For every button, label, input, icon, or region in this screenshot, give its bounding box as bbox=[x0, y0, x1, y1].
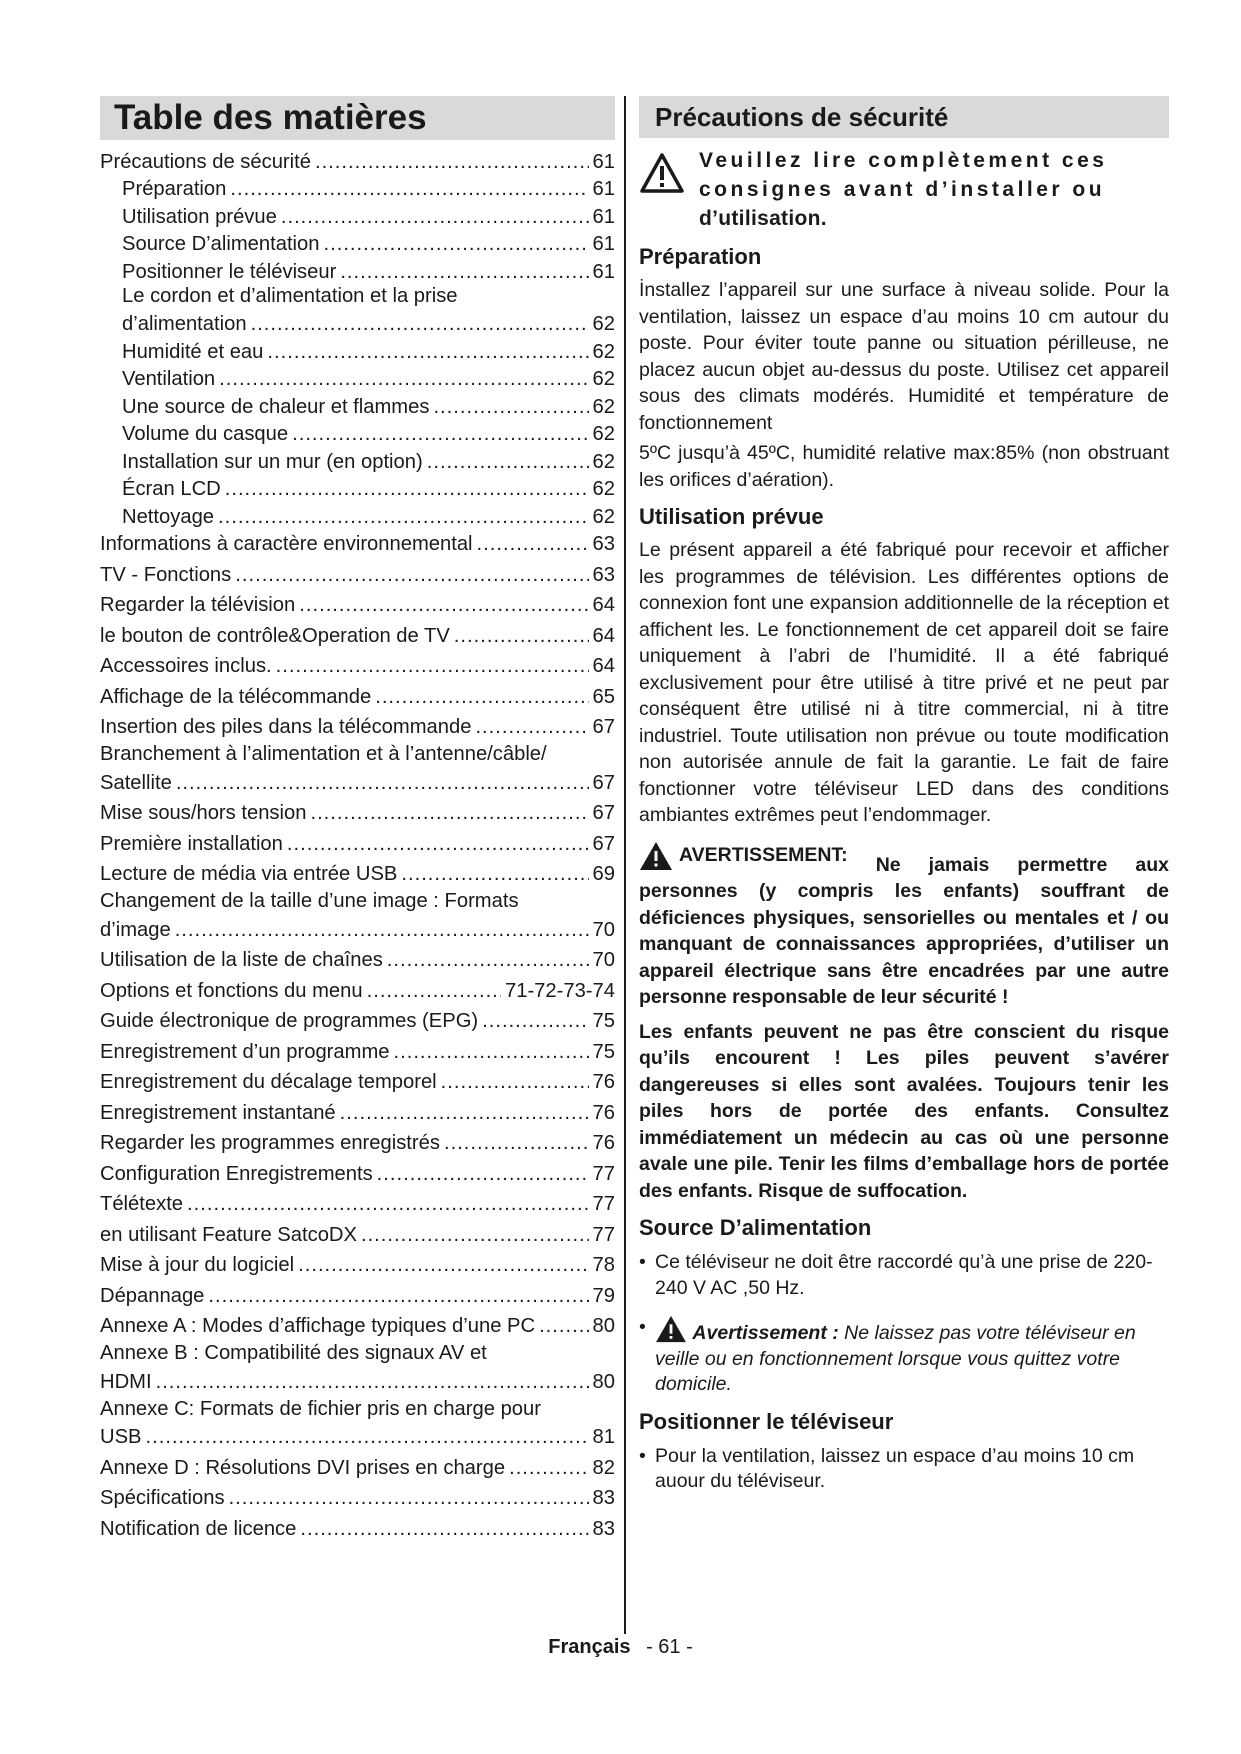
toc-leader-dots bbox=[454, 625, 589, 648]
toc-entry-label: Lecture de média via entrée USB bbox=[100, 863, 398, 885]
power-warning-bullet: • Avertissement : Ne laissez pas votre téléviseur en veille ou en fonctionnement lorsque vous quittez votre domicile. bbox=[639, 1316, 1136, 1395]
toc-entry-label: Accessoires inclus. bbox=[100, 655, 272, 677]
toc-entry bbox=[100, 501, 615, 529]
toc-entry-label: Précautions de sécurité bbox=[100, 150, 311, 173]
toc-leader-dots bbox=[281, 206, 589, 229]
toc-leader-dots bbox=[340, 1102, 589, 1125]
toc-entry-line: Annexe C: Formats de fichier pris en charge pour bbox=[100, 1397, 541, 1420]
power-warning-label: Avertissement : bbox=[692, 1322, 839, 1344]
toc-entry bbox=[100, 620, 615, 648]
toc-entry-line: Branchement à l’alimentation et à l’antenne/câble/ bbox=[100, 743, 547, 765]
toc-entry bbox=[100, 798, 615, 826]
toc-leader-dots bbox=[225, 478, 589, 501]
toc-entry-page: 79 bbox=[592, 1284, 615, 1307]
toc-entry-page: 76 bbox=[592, 1101, 615, 1124]
toc-entry-page: 61 bbox=[592, 260, 615, 283]
toc-leader-dots bbox=[218, 506, 589, 529]
toc-entry-page: 83 bbox=[592, 1517, 615, 1540]
safety-section bbox=[639, 96, 1169, 1495]
toc-entry-label: Guide électronique de programmes (EPG) bbox=[100, 1010, 479, 1032]
toc-title: Table des matières bbox=[100, 96, 615, 140]
toc-entry-page: 67 bbox=[592, 716, 615, 738]
toc-leader-dots bbox=[367, 980, 501, 1003]
toc-entry-label: Utilisation de la liste de chaînes bbox=[100, 949, 383, 971]
toc-entry-label: Utilisation prévue bbox=[122, 205, 277, 228]
toc-entry-page: 76 bbox=[592, 1071, 615, 1093]
toc-entry bbox=[100, 1128, 615, 1156]
toc-leader-dots bbox=[441, 1071, 589, 1094]
toc-entry-page: 71-72-73-74 bbox=[505, 979, 615, 1002]
toc-entry bbox=[100, 1067, 615, 1095]
column-divider bbox=[624, 96, 626, 1634]
toc-entry-line: Le cordon et d’alimentation et la prise bbox=[122, 284, 458, 307]
page-number: - 61 - bbox=[646, 1636, 693, 1658]
toc-entry-page: 75 bbox=[592, 1040, 615, 1063]
table-of-contents bbox=[100, 96, 615, 1541]
toc-entry-label: Préparation bbox=[122, 178, 227, 200]
warning-block bbox=[639, 841, 1169, 1011]
toc-leader-dots bbox=[377, 1163, 589, 1186]
toc-leader-dots bbox=[299, 594, 588, 617]
toc-entry-label: d’alimentation bbox=[122, 313, 247, 335]
toc-entry bbox=[100, 1189, 615, 1217]
toc-entry bbox=[100, 229, 615, 257]
toc-entry-page: 77 bbox=[592, 1162, 615, 1185]
toc-entry bbox=[100, 681, 615, 709]
toc-entry-label: Positionner le téléviseur bbox=[122, 260, 337, 283]
preparation-heading: Préparation bbox=[639, 244, 762, 269]
toc-entry-page: 62 bbox=[592, 368, 615, 390]
toc-entry-page: 76 bbox=[592, 1132, 615, 1154]
footer-language: Français bbox=[548, 1636, 631, 1658]
toc-leader-dots bbox=[287, 833, 589, 856]
toc-entry-label: Écran LCD bbox=[122, 478, 221, 500]
toc-entry bbox=[100, 1280, 615, 1308]
intro-line: consignes avant d’installer ou bbox=[699, 178, 1106, 201]
toc-entry-line: Annexe B : Compatibilité des signaux AV et bbox=[100, 1342, 487, 1364]
toc-leader-dots bbox=[375, 686, 588, 709]
toc-entry-label: le bouton de contrôle&Operation de TV bbox=[100, 624, 450, 647]
toc-leader-dots bbox=[427, 451, 589, 474]
toc-leader-dots bbox=[444, 1132, 589, 1155]
toc-entry-page: 63 bbox=[592, 563, 615, 586]
toc-entry-label: Annexe D : Résolutions DVI prises en charge bbox=[100, 1456, 506, 1479]
toc-leader-dots bbox=[475, 716, 588, 739]
toc-entry bbox=[100, 446, 615, 474]
toc-leader-dots bbox=[208, 1285, 588, 1308]
intro-line: d’utilisation. bbox=[699, 207, 827, 230]
toc-entry-page: 77 bbox=[592, 1223, 615, 1246]
toc-leader-dots bbox=[146, 1426, 589, 1449]
toc-entry-page: 64 bbox=[592, 624, 615, 647]
toc-leader-dots bbox=[315, 151, 589, 174]
toc-leader-dots bbox=[298, 1254, 588, 1277]
intro-line: Veuillez lire complètement ces bbox=[699, 149, 1108, 172]
toc-entry-page: 62 bbox=[592, 450, 615, 473]
toc-entry bbox=[100, 364, 615, 392]
toc-leader-dots bbox=[267, 341, 588, 364]
power-source-heading: Source D’alimentation bbox=[639, 1215, 872, 1240]
toc-entry bbox=[100, 336, 615, 364]
toc-entry-label: Dépannage bbox=[100, 1284, 205, 1307]
toc-leader-dots bbox=[230, 178, 588, 201]
toc-entry-label: Source D’alimentation bbox=[122, 233, 320, 255]
toc-entry-label: en utilisant Feature SatcoDX bbox=[100, 1223, 357, 1246]
intended-use-heading: Utilisation prévue bbox=[639, 504, 824, 529]
toc-entry bbox=[100, 391, 615, 419]
toc-leader-dots bbox=[509, 1457, 588, 1480]
toc-entry bbox=[100, 945, 615, 973]
toc-entry bbox=[100, 1097, 615, 1125]
toc-entry-label: Options et fonctions du menu bbox=[100, 979, 363, 1002]
toc-entry-label: d’image bbox=[100, 918, 171, 941]
power-warning-text: Ne laissez pas votre téléviseur en veille ou en fonctionnement lorsque vous quittez votre domicile. bbox=[655, 1322, 1136, 1395]
warning-text: Ne jamais permettre aux personnes (y compris les enfants) souffrant de déficiences physiques, sensorielles ou mentales et / ou manquant de connaissances appropriées, d’utiliser un appareil électrique sans être encadrées par une autre personne responsable de leur sécurité ! bbox=[639, 853, 1169, 1008]
toc-entry-label: Télétexte bbox=[100, 1193, 184, 1215]
toc-entry bbox=[100, 201, 615, 229]
toc-leader-dots bbox=[300, 1518, 588, 1541]
toc-entry-page: 69 bbox=[592, 863, 615, 885]
toc-leader-dots bbox=[292, 423, 588, 446]
toc-entry bbox=[100, 651, 615, 679]
toc-entry bbox=[100, 712, 615, 740]
toc-list bbox=[100, 146, 615, 1541]
toc-leader-dots bbox=[387, 949, 589, 972]
warning-triangle-icon bbox=[639, 841, 673, 871]
toc-entry-label: Mise sous/hors tension bbox=[100, 802, 307, 824]
caution-triangle-icon bbox=[639, 152, 685, 194]
toc-leader-dots bbox=[361, 1224, 589, 1247]
toc-entry-page: 67 bbox=[592, 802, 615, 824]
preparation-text: İnstallez l’appareil sur une surface à niveau solide. Pour la ventilation, laissez un espace d’au moins 10 cm autour du poste. Pour éviter toute panne ou situation périlleuse, ne placez aucun objet au-dessus du poste. Utilisez cet appareil sous des climats modérés. Humidité et température de fonctionnement bbox=[639, 279, 1169, 434]
toc-entry-page: 67 bbox=[592, 832, 615, 855]
toc-entry bbox=[100, 1452, 615, 1480]
toc-leader-dots bbox=[539, 1315, 588, 1338]
toc-entry-label: Volume du casque bbox=[122, 423, 289, 445]
warning-triangle-icon bbox=[655, 1315, 687, 1343]
warning-label: AVERTISSEMENT: bbox=[679, 844, 848, 867]
toc-entry bbox=[100, 1158, 615, 1186]
toc-entry-page: 62 bbox=[592, 423, 615, 445]
toc-entry bbox=[100, 1483, 615, 1511]
toc-leader-dots bbox=[219, 368, 588, 391]
toc-entry bbox=[100, 559, 615, 587]
toc-entry bbox=[100, 1006, 615, 1034]
toc-entry-label: Enregistrement du décalage temporel bbox=[100, 1071, 437, 1093]
toc-entry-label: TV - Fonctions bbox=[100, 563, 232, 586]
toc-entry-page: 77 bbox=[592, 1193, 615, 1215]
toc-entry-page: 67 bbox=[592, 771, 615, 794]
toc-entry-label: Affichage de la télécommande bbox=[100, 685, 372, 708]
toc-entry-page: 62 bbox=[592, 505, 615, 528]
toc-entry bbox=[100, 1422, 615, 1450]
toc-entry bbox=[100, 1513, 615, 1541]
toc-entry bbox=[100, 1036, 615, 1064]
position-bullet-text: Pour la ventilation, laissez un espace d’au moins 10 cm auour du téléviseur. bbox=[655, 1444, 1135, 1492]
power-bullet: • Ce téléviseur ne doit être raccordé qu’à une prise de 220-240 V AC ,50 Hz. bbox=[639, 1250, 1169, 1301]
toc-leader-dots bbox=[187, 1193, 588, 1216]
toc-entry bbox=[100, 309, 615, 337]
toc-entry-page: 63 bbox=[592, 533, 615, 555]
toc-entry-label: Insertion des piles dans la télécommande bbox=[100, 716, 472, 738]
toc-entry bbox=[100, 1219, 615, 1247]
position-bullet: • Pour la ventilation, laissez un espace d’au moins 10 cm auour du téléviseur. bbox=[639, 1444, 1169, 1495]
toc-entry-label: Ventilation bbox=[122, 368, 216, 390]
toc-entry-page: 61 bbox=[592, 205, 615, 228]
toc-entry-page: 61 bbox=[592, 233, 615, 255]
toc-entry-page: 62 bbox=[592, 395, 615, 418]
intro-text bbox=[699, 146, 1107, 233]
toc-entry bbox=[100, 174, 615, 202]
position-heading: Positionner le téléviseur bbox=[639, 1408, 894, 1434]
toc-leader-dots bbox=[340, 261, 588, 284]
toc-entry-label: Mise à jour du logiciel bbox=[100, 1254, 295, 1276]
toc-entry-label: Nettoyage bbox=[122, 505, 215, 528]
toc-entry bbox=[100, 1311, 615, 1339]
toc-entry-label: Enregistrement d’un programme bbox=[100, 1040, 390, 1063]
toc-entry-page: 75 bbox=[592, 1010, 615, 1032]
toc-leader-dots bbox=[482, 1010, 588, 1033]
toc-entry bbox=[100, 914, 615, 942]
toc-leader-dots bbox=[176, 772, 589, 795]
toc-entry bbox=[100, 146, 615, 174]
toc-entry-label: HDMI bbox=[100, 1370, 152, 1393]
toc-entry-page: 70 bbox=[592, 918, 615, 941]
toc-entry bbox=[100, 859, 615, 887]
toc-entry bbox=[100, 256, 615, 284]
toc-leader-dots bbox=[401, 863, 588, 886]
toc-entry-page: 62 bbox=[592, 313, 615, 335]
toc-entry-label: Annexe A : Modes d’affichage typiques d’une PC bbox=[100, 1315, 536, 1337]
toc-entry bbox=[100, 474, 615, 502]
toc-leader-dots bbox=[156, 1371, 589, 1394]
toc-leader-dots bbox=[310, 802, 588, 825]
power-bullet-text: Ce téléviseur ne doit être raccordé qu’à une prise de 220-240 V AC ,50 Hz. bbox=[655, 1251, 1153, 1299]
toc-entry-label: Une source de chaleur et flammes bbox=[122, 395, 430, 418]
toc-leader-dots bbox=[433, 396, 588, 419]
toc-leader-dots bbox=[175, 919, 589, 942]
toc-entry-page: 80 bbox=[592, 1315, 615, 1337]
toc-entry-label: Notification de licence bbox=[100, 1517, 297, 1540]
toc-entry-page: 61 bbox=[592, 178, 615, 200]
toc-entry bbox=[100, 1250, 615, 1278]
toc-entry-page: 64 bbox=[592, 594, 615, 616]
toc-entry-label: Informations à caractère environnemental bbox=[100, 533, 473, 555]
intro-notice bbox=[639, 146, 1169, 233]
toc-entry-page: 64 bbox=[592, 655, 615, 677]
toc-leader-dots bbox=[235, 564, 588, 587]
toc-leader-dots bbox=[477, 533, 589, 556]
toc-entry-page: 62 bbox=[592, 340, 615, 363]
toc-leader-dots bbox=[276, 655, 589, 678]
toc-leader-dots bbox=[251, 313, 589, 336]
toc-entry-label: USB bbox=[100, 1426, 142, 1448]
toc-entry-label: Configuration Enregistrements bbox=[100, 1162, 373, 1185]
toc-entry-label: Satellite bbox=[100, 771, 172, 794]
toc-entry-page: 61 bbox=[592, 150, 615, 173]
toc-entry-label: Enregistrement instantané bbox=[100, 1101, 336, 1124]
preparation-text-2: 5ºC jusqu’à 45ºC, humidité relative max:85% (non obstruant les orifices d’aération). bbox=[639, 442, 1169, 491]
toc-entry-label: Installation sur un mur (en option) bbox=[122, 450, 423, 473]
page-footer bbox=[0, 1636, 1241, 1659]
toc-entry bbox=[100, 419, 615, 447]
toc-entry-page: 82 bbox=[592, 1456, 615, 1479]
toc-leader-dots bbox=[324, 233, 589, 256]
toc-leader-dots bbox=[394, 1041, 589, 1064]
toc-entry-label: Humidité et eau bbox=[122, 340, 264, 363]
toc-entry-page: 65 bbox=[592, 685, 615, 708]
toc-entry-page: 81 bbox=[592, 1426, 615, 1448]
toc-entry-page: 83 bbox=[592, 1487, 615, 1509]
toc-entry bbox=[100, 828, 615, 856]
toc-entry bbox=[100, 767, 615, 795]
toc-entry-label: Première installation bbox=[100, 832, 283, 855]
toc-entry-label: Spécifications bbox=[100, 1487, 225, 1509]
toc-leader-dots bbox=[229, 1487, 589, 1510]
toc-entry-page: 80 bbox=[592, 1370, 615, 1393]
intended-use-text: Le présent appareil a été fabriqué pour recevoir et afficher les programmes de télévision. Les différentes options de connexion font une expansion additionnelle de la réception et affichent les. Le fonctionnement de cet appareil doit se faire uniquement à l’abri de l’humidité. Il a été fabriqué exclusivement pour être utilisé à titre privé et ne peut par conséquent être utilisé ni à titre commercial, ni à titre industriel. Toute utilisation non prévue ou toute modification non autorisée annule de fait la garantie. Le fait de faire fonctionner votre téléviseur LED dans des conditions ambiantes extrêmes peut l’endommager. bbox=[639, 539, 1169, 826]
toc-entry bbox=[100, 1366, 615, 1394]
toc-entry bbox=[100, 529, 615, 557]
toc-entry bbox=[100, 590, 615, 618]
toc-entry bbox=[100, 975, 615, 1003]
toc-entry-page: 62 bbox=[592, 478, 615, 500]
toc-entry-line: Changement de la taille d’une image : Formats bbox=[100, 890, 519, 912]
safety-title: Précautions de sécurité bbox=[639, 96, 1169, 138]
children-warning: Les enfants peuvent ne pas être conscient du risque qu’ils encourent ! Les piles peuvent s’avérer dangereuses si elles sont avalées. Toujours tenir les piles hors de portée des enfants. Consultez immédiatement un médecin au cas où une personne avale une pile. Tenir les films d’emballage hors de portée des enfants. Risque de suffocation. bbox=[639, 1020, 1169, 1202]
toc-entry-label: Regarder les programmes enregistrés bbox=[100, 1132, 440, 1154]
toc-entry-page: 78 bbox=[592, 1254, 615, 1276]
toc-entry-label: Regarder la télévision bbox=[100, 594, 296, 616]
toc-entry-page: 70 bbox=[592, 949, 615, 971]
